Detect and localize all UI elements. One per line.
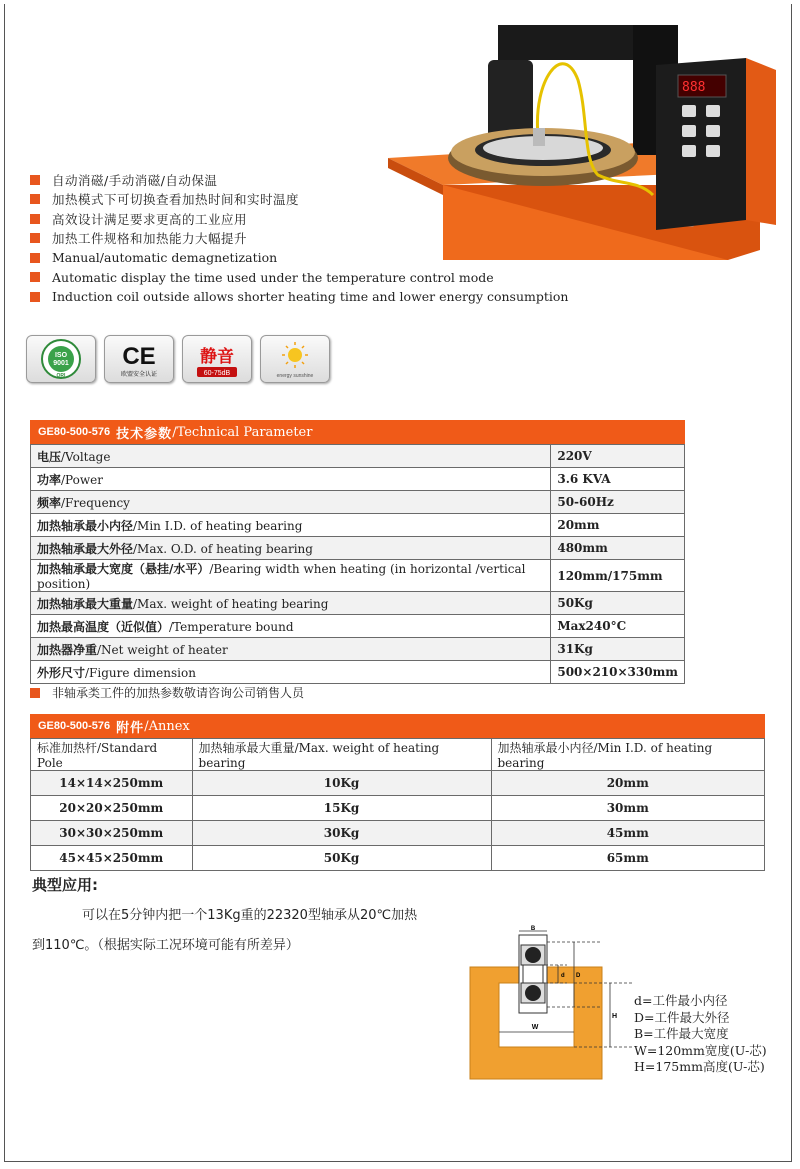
spec-row: [31, 592, 685, 615]
legend-line: D=工件最大外径: [634, 1009, 730, 1025]
dim-B-label: B: [530, 926, 536, 932]
spec-param-value: Max240°C: [551, 615, 685, 638]
annex-column-header: [491, 739, 765, 771]
spec-param-value: 50-60Hz: [551, 491, 685, 514]
spec-param-cn: 加热轴承最小内径: [37, 518, 134, 533]
annex-cell: 20mm: [491, 771, 765, 796]
spec-param-value: 500×210×330mm: [551, 661, 685, 684]
annex-title-en: /Annex: [144, 718, 190, 734]
spec-row: [31, 468, 685, 491]
typical-application-line2: 到110℃。（根据实际工况环境可能有所差异）: [32, 938, 299, 953]
spec-param-value: 31Kg: [551, 638, 685, 661]
annex-cell: 45mm: [491, 821, 765, 846]
annex-header-cn: 标准加热杆: [37, 741, 98, 755]
spec-param-en: /Power: [61, 472, 103, 487]
spec-param-cn: 加热轴承最大宽度（悬挂/水平）: [37, 562, 210, 576]
dim-H-label: H: [612, 1013, 618, 1020]
spec-model-code: GE80-500-576: [38, 426, 111, 438]
spec-row: [31, 445, 685, 468]
spec-param-en: /Max. O.D. of heating bearing: [133, 541, 313, 556]
spec-param-name: [31, 491, 551, 514]
spec-param-en: /Frequency: [61, 495, 130, 510]
ce-badge: [104, 335, 174, 383]
spec-param-cn: 加热最高温度（近似值）: [37, 619, 170, 634]
consult-note-text: 非轴承类工件的加热参数敬请咨询公司销售人员: [52, 686, 305, 700]
feature-item: [30, 190, 568, 210]
spec-param-en: /Temperature bound: [169, 619, 294, 634]
spec-row: [31, 537, 685, 560]
feature-item: [30, 209, 568, 229]
spec-param-name: [31, 592, 551, 615]
annex-title-bar: [30, 714, 765, 738]
spec-param-cn: 外形尺寸: [37, 665, 86, 680]
spec-param-cn: 加热轴承最大重量: [37, 596, 134, 611]
dim-D-label: D: [576, 973, 581, 979]
annex-header-cn: 加热轴承最小内径: [497, 741, 594, 755]
spec-param-name: [31, 514, 551, 537]
spec-row: [31, 560, 685, 592]
annex-cell: 30mm: [491, 796, 765, 821]
diagram-legend: [634, 993, 767, 1076]
spec-param-en: /Min I.D. of heating bearing: [133, 518, 303, 533]
spec-param-value: 480mm: [551, 537, 685, 560]
spec-param-value: 20mm: [551, 514, 685, 537]
spec-param-cn: 电压: [37, 449, 62, 464]
annex-header-en: /Min I.D. of heating bearing: [497, 741, 713, 770]
iso-bottom: ORI: [56, 373, 66, 379]
annex-title-cn: 附件: [116, 720, 145, 736]
annex-row: [31, 846, 765, 871]
feature-text: 自动消磁/手动消磁/自动保温: [52, 172, 218, 188]
spec-param-cn: 频率: [37, 495, 62, 510]
annex-header-cn: 加热轴承最大重量: [198, 741, 295, 755]
feature-text: 高效设计满足要求更高的工业应用: [52, 211, 248, 227]
bullet-square: [30, 214, 40, 224]
feature-list: [30, 170, 568, 307]
spec-param-name: [31, 638, 551, 661]
annex-table: [30, 714, 765, 871]
typical-application-line1: 可以在5分钟内把一个13Kg重的22320型轴承从20℃加热: [82, 908, 418, 923]
spec-row: [31, 514, 685, 537]
annex-cell: 65mm: [491, 846, 765, 871]
certification-badges: [26, 335, 330, 383]
spec-param-en: /Bearing width when heating (in horizontal /vertical position): [37, 562, 526, 591]
spec-param-cn: 功率: [37, 472, 62, 487]
annex-header-en: /Max. weight of heating bearing: [198, 741, 440, 770]
spec-param-en: /Voltage: [61, 449, 111, 464]
energy-caption: energy sunshine: [276, 373, 314, 379]
spec-param-name: [31, 445, 551, 468]
annex-cell: 10Kg: [192, 771, 491, 796]
feature-item: [30, 170, 568, 190]
spec-title-cn: 技术参数: [116, 426, 173, 442]
bullet-square: [30, 688, 40, 698]
bullet-square: [30, 233, 40, 243]
annex-row: [31, 796, 765, 821]
legend-line: W=120mm宽度(U-芯): [634, 1042, 767, 1058]
bullet-square: [30, 175, 40, 185]
spec-param-value: 120mm/175mm: [551, 560, 685, 592]
spec-row: [31, 615, 685, 638]
spec-param-name: [31, 468, 551, 491]
ce-caption: 欧盟安全认证: [120, 371, 158, 378]
spec-param-name: [31, 615, 551, 638]
feature-text: 加热工件规格和加热能力大幅提升: [52, 231, 248, 247]
bullet-square: [30, 292, 40, 302]
spec-title-bar: [30, 420, 685, 444]
legend-line: H=175mm高度(U-芯): [634, 1059, 765, 1074]
spec-param-value: 50Kg: [551, 592, 685, 615]
feature-item: [30, 287, 568, 307]
spec-param-value: 220V: [551, 445, 685, 468]
annex-cell: 14×14×250mm: [31, 771, 193, 796]
annex-column-header: [192, 739, 491, 771]
spec-param-en: /Figure dimension: [85, 665, 196, 680]
energy-badge: [260, 335, 330, 383]
feature-item: [30, 248, 568, 268]
feature-text: Manual/automatic demagnetization: [52, 250, 278, 266]
dim-d-label: d: [561, 973, 565, 979]
spec-param-en: /Net weight of heater: [97, 642, 228, 657]
annex-column-header: [31, 739, 193, 771]
quiet-badge: [182, 335, 252, 383]
annex-cell: 30×30×250mm: [31, 821, 193, 846]
legend-line: d=工件最小内径: [634, 993, 728, 1008]
spec-param-name: [31, 661, 551, 684]
annex-cell: 30Kg: [192, 821, 491, 846]
consult-note: [30, 684, 304, 701]
annex-cell: 50Kg: [192, 846, 491, 871]
annex-row: [31, 771, 765, 796]
feature-item: [30, 229, 568, 249]
quiet-caption: 60-75dB: [203, 370, 231, 377]
iso-badge: [26, 335, 96, 383]
spec-param-name: [31, 560, 551, 592]
spec-param-en: /Max. weight of heating bearing: [133, 596, 329, 611]
feature-text: Automatic display the time used under the temperature control mode: [52, 269, 494, 285]
spec-row: [31, 661, 685, 684]
annex-cell: 20×20×250mm: [31, 796, 193, 821]
annex-model-code: GE80-500-576: [38, 720, 111, 732]
spec-param-name: [31, 537, 551, 560]
spec-param-cn: 加热轴承最大外径: [37, 541, 134, 556]
annex-row: [31, 821, 765, 846]
spec-title-en: /Technical Parameter: [172, 424, 313, 440]
feature-item: [30, 268, 568, 288]
ce-mark: CE: [122, 343, 156, 370]
iso-top: ISO: [54, 352, 68, 359]
quiet-mark: 静音: [200, 347, 234, 367]
annex-cell: 15Kg: [192, 796, 491, 821]
technical-parameter-table: [30, 420, 685, 684]
typical-application-title: 典型应用:: [32, 876, 98, 894]
svg-text:888: 888: [682, 80, 706, 95]
spec-row: [31, 491, 685, 514]
dim-W-label: W: [531, 1024, 539, 1031]
bullet-square: [30, 253, 40, 263]
spec-param-cn: 加热器净重: [37, 642, 98, 657]
feature-text: 加热模式下可切换查看加热时间和实时温度: [52, 192, 300, 208]
bullet-square: [30, 194, 40, 204]
annex-header-en: /Standard Pole: [37, 741, 158, 770]
bullet-square: [30, 272, 40, 282]
legend-line: B=工件最大宽度: [634, 1026, 729, 1041]
feature-text: Induction coil outside allows shorter heating time and lower energy consumption: [52, 289, 569, 305]
iso-mid: 9001: [53, 360, 69, 367]
annex-cell: 45×45×250mm: [31, 846, 193, 871]
spec-param-value: 3.6 KVA: [551, 468, 685, 491]
spec-row: [31, 638, 685, 661]
